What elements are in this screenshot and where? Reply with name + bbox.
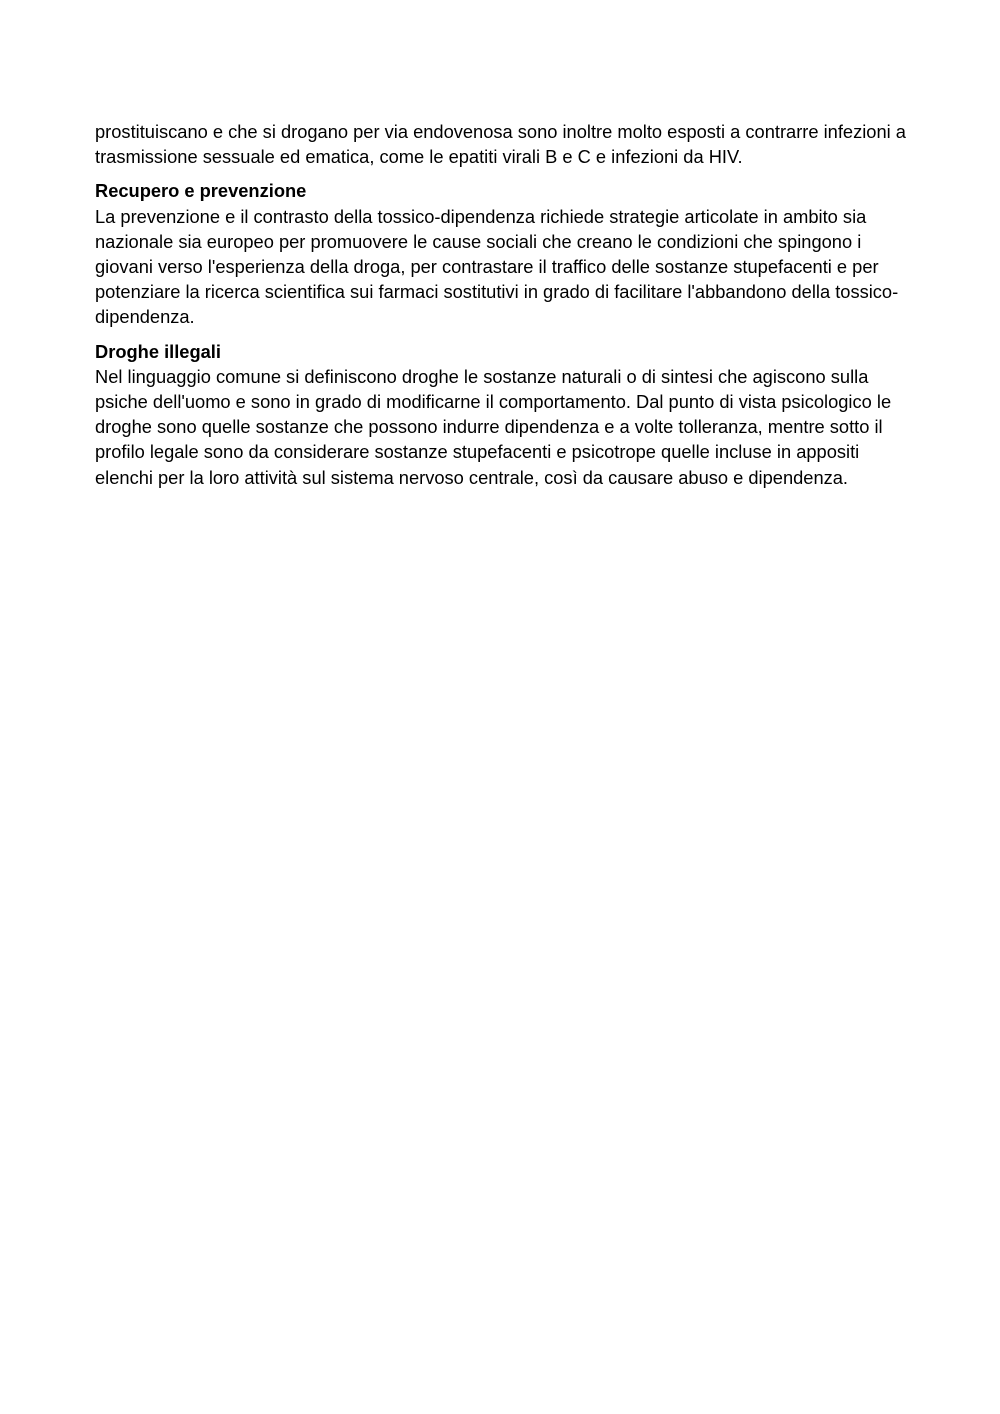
section-droghe-illegali — [95, 339, 910, 490]
section-recupero-prevenzione — [95, 178, 910, 329]
section-paragraph: Nel linguaggio comune si definiscono droghe le sostanze naturali o di sintesi che agiscono sulla psiche dell'uomo e sono in grado di modificarne il comportamento. Dal punto di vista psicologico le droghe sono quelle sostanze che possono indurre dipendenza e a volte tolleranza, mentre sotto il profilo legale sono da considerare sostanze stupefacenti e psicotrope quelle incluse in appositi elenchi per la loro attività sul sistema nervoso centrale, così da causare abuso e dipendenza. — [95, 365, 892, 488]
intro-paragraph: prostituiscano e che si drogano per via endovenosa sono inoltre molto esposti a contrarre infezioni a trasmissione sessuale ed ematica, come le epatiti virali B e C e infezioni da HIV. — [95, 121, 906, 168]
section-heading: Droghe illegali — [95, 340, 221, 362]
document-body — [95, 119, 910, 499]
section-paragraph: La prevenzione e il contrasto della tossico-dipendenza richiede strategie articolate in ambito sia nazionale sia europeo per promuovere le cause sociali che creano le condizioni che spingono i giovani verso l'esperienza della droga, per contrastare il traffico delle sostanze stupefacenti e per potenziare la ricerca scientifica sui farmaci sostitutivi in grado di facilitare l'abbandono della tossico-dipendenza. — [95, 205, 899, 328]
section-heading: Recupero e prevenzione — [95, 180, 307, 202]
